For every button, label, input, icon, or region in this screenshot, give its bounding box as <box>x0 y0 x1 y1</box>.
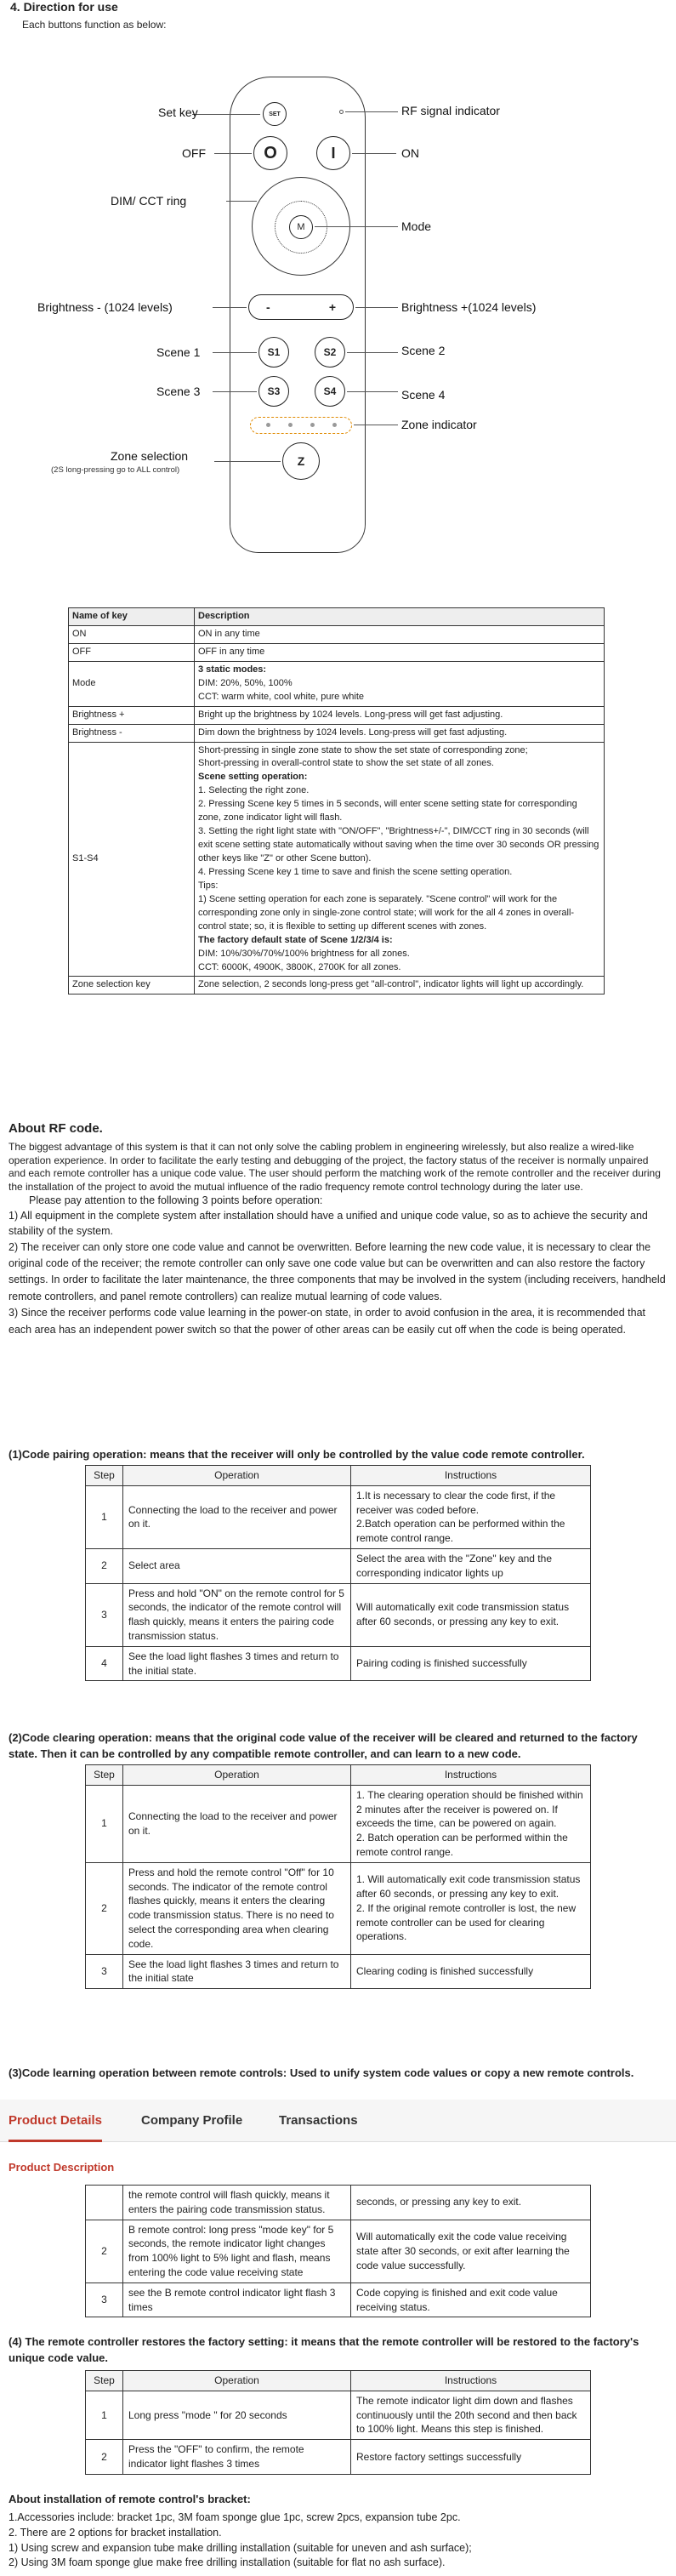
leader-line <box>315 226 398 227</box>
bracket-line: 2) Using 3M foam sponge glue make free drilling installation (suitable for flat no ash surface). <box>9 2556 446 2569</box>
pairing-table <box>85 1465 591 1681</box>
table-row <box>86 2282 591 2317</box>
table-row <box>86 1954 591 1989</box>
leader-line <box>213 391 257 392</box>
ins-cell: Restore factory settings successfully <box>351 2440 591 2475</box>
desc-line: DIM: 20%, 50%, 100% <box>198 677 293 688</box>
desc-line: 3 static modes: <box>198 664 267 675</box>
step-cell: 2 <box>86 2440 123 2475</box>
header-cell: Step <box>86 2371 123 2391</box>
plus-icon: + <box>328 300 336 314</box>
leader-line <box>226 201 257 202</box>
ins-cell: Code copying is finished and exit code value receiving status. <box>351 2282 591 2317</box>
key-name: ON <box>69 625 195 643</box>
step-cell: 3 <box>86 1583 123 1646</box>
about-rf-paragraph: 2) The receiver can only store one code value and cannot be overwritten. Before learning the new code value, it is necessary to clear the original code of the receiver; the remote controller can only save one code value but can be overwritten and can also restore the factory settings. In order to facilitate the later maintenance, the three components that may be involved in the system (including receivers, handheld remote controllers, and panel remote controllers) can realize mutual learning of code values. <box>9 1240 666 1302</box>
step-cell <box>86 2186 123 2220</box>
leader-line <box>345 111 398 112</box>
desc-line: 1) Scene setting operation for each zone is separately. "Scene control" will work for the corresponding zone only in single-zone control state; will work for the all 4 zones in overall-control state; so, it is flexible to setting up different scenes with zones. <box>198 893 575 932</box>
desc-line: Scene setting operation: <box>198 772 308 783</box>
about-rf-heading: About RF code. <box>9 1121 103 1136</box>
brightness-rocker-graphic <box>248 294 354 320</box>
leader-line <box>355 307 398 308</box>
bracket-line: 2. There are 2 options for bracket installation. <box>9 2526 222 2539</box>
ins-cell: Will automatically exit code transmission status after 60 seconds, or pressing any key to exit. <box>351 1583 591 1646</box>
header-cell: Step <box>86 1466 123 1486</box>
ins-cell: Will automatically exit the code value receiving state after 30 seconds, or exit after learning the code value successfully. <box>351 2220 591 2282</box>
step-cell: 3 <box>86 2282 123 2317</box>
desc-line: CCT: 6000K, 4900K, 3800K, 2700K for all zones. <box>198 961 401 972</box>
zone-led-icon <box>310 423 315 427</box>
step-cell: 2 <box>86 2220 123 2282</box>
leader-line <box>214 153 252 154</box>
leader-line <box>213 352 257 353</box>
zone-button-graphic: Z <box>282 442 320 480</box>
leader-line <box>192 114 260 115</box>
table-row <box>69 724 605 742</box>
key-desc: OFF in any time <box>195 643 605 661</box>
product-tabs-bar <box>0 2100 676 2142</box>
label-zone-selection: Zone selection <box>111 449 189 463</box>
table-row <box>86 2391 591 2439</box>
key-name: Zone selection key <box>69 977 195 994</box>
header-cell: Operation <box>123 2371 351 2391</box>
about-rf-paragraph: The biggest advantage of this system is that it can not only solve the cabling problem in engineering wirelessly, but also realize a wired-like operation experience. In order to facilitate the early testing and debugging of the project, the factory status of the receiver is normally unpaired and each remote controller has a unique code value. The user should perform the matching work of the remote controller and the receiver during the installation of the project to avoid the mutual influence of the radio frequency remote control technology during the later use. <box>9 1141 661 1193</box>
header-cell: Operation <box>123 1466 351 1486</box>
header-cell: Operation <box>123 1765 351 1786</box>
table-row <box>86 1583 591 1646</box>
scene4-button-graphic: S4 <box>315 376 345 407</box>
op-cell: See the load light flashes 3 times and return to the initial state. <box>123 1646 351 1681</box>
sec1-heading: (1)Code pairing operation: means that the receiver will only be controlled by the value code remote controller. <box>9 1448 585 1461</box>
zone-led-icon <box>266 423 270 427</box>
sec2-heading: (2)Code clearing operation: means that the original code value of the receiver will be cleared and returned to the factory state. Then it can be controlled by any compatible remote controller, and can learn to a new code. <box>9 1731 638 1760</box>
bracket-line: 1.Accessories include: bracket 1pc, 3M foam sponge glue 1pc, screw 2pcs, expansion tube 2pc. <box>9 2511 461 2523</box>
label-scene4: Scene 4 <box>401 388 446 402</box>
scene3-button-graphic: S3 <box>258 376 289 407</box>
op-cell: Press and hold the remote control "Off" for 10 seconds. The indicator of the remote control flashes quickly, means it enters the clearing code transmission status. There is no need to select the corresponding area when clearing code. <box>123 1862 351 1954</box>
ins-cell: seconds, or pressing any key to exit. <box>351 2186 591 2220</box>
table-header-row <box>86 2371 591 2391</box>
key-desc: Bright up the brightness by 1024 levels. Long-press will get fast adjusting. <box>195 706 605 724</box>
label-brightness-plus: Brightness +(1024 levels) <box>401 300 537 314</box>
op-cell: Press the "OFF" to confirm, the remote indicator light flashes 3 times <box>123 2440 351 2475</box>
op-cell: Connecting the load to the receiver and power on it. <box>123 1785 351 1862</box>
header-cell: Instructions <box>351 2371 591 2391</box>
header-cell: Step <box>86 1765 123 1786</box>
op-cell: See the load light flashes 3 times and return to the initial state <box>123 1954 351 1989</box>
tab-company-profile[interactable]: Company Profile <box>141 2113 243 2128</box>
desc-line: The factory default state of Scene 1/2/3/4 is: <box>198 934 393 945</box>
set-button-graphic: SET <box>263 102 287 126</box>
factory-reset-table <box>85 2370 591 2475</box>
tab-product-details[interactable]: Product Details <box>9 2100 102 2142</box>
table-header-row <box>86 1466 591 1486</box>
op-cell: see the B remote control indicator light flash 3 times <box>123 2282 351 2317</box>
desc-line: 3. Setting the right light state with "ON/OFF", "Brightness+/-", DIM/CCT ring in 30 seconds (will exit scene setting state automatically without saving when the time over 30 seconds OR pressing other keys like "Z" or other Scene button). <box>198 826 599 863</box>
step-cell: 1 <box>86 1485 123 1548</box>
step-cell: 2 <box>86 1548 123 1583</box>
zone-led-icon <box>332 423 337 427</box>
leader-line <box>352 153 396 154</box>
about-rf-section <box>9 1121 667 1338</box>
desc-line: Tips: <box>198 880 219 891</box>
table-row <box>86 2186 591 2220</box>
desc-line: DIM: 10%/30%/70%/100% brightness for all zones. <box>198 948 410 959</box>
direction-subheading: Each buttons function as below: <box>22 19 167 31</box>
desc-line: Short-pressing in single zone state to show the set state of corresponding zone; <box>198 744 528 755</box>
label-zone-note: (2S long-pressing go to ALL control) <box>51 465 180 475</box>
bracket-section <box>9 2493 667 2571</box>
label-set-key: Set key <box>158 105 198 119</box>
table-row <box>69 643 605 661</box>
tab-transactions[interactable]: Transactions <box>279 2113 358 2128</box>
desc-line: 4. Pressing Scene key 1 time to save and finish the scene setting operation. <box>198 866 513 877</box>
table-row <box>69 742 605 977</box>
bracket-line: 1) Using screw and expansion tube make drilling installation (suitable for uneven and ash surface); <box>9 2541 472 2554</box>
leader-line <box>347 391 398 392</box>
label-scene1: Scene 1 <box>156 345 201 359</box>
label-brightness-minus: Brightness - (1024 levels) <box>37 300 173 314</box>
table-row <box>69 625 605 643</box>
key-name: Mode <box>69 661 195 706</box>
label-mode: Mode <box>401 219 432 233</box>
step-cell: 4 <box>86 1646 123 1681</box>
key-desc <box>195 742 605 977</box>
table-row <box>86 1646 591 1681</box>
ins-cell: Select the area with the "Zone" key and the corresponding indicator lights up <box>351 1548 591 1583</box>
key-desc: ON in any time <box>195 625 605 643</box>
table-row <box>69 977 605 994</box>
step-cell: 2 <box>86 1862 123 1954</box>
label-ring: DIM/ CCT ring <box>111 194 187 208</box>
label-off: OFF <box>182 146 206 160</box>
scene2-button-graphic: S2 <box>315 337 345 368</box>
op-cell: Press and hold "ON" on the remote control for 5 seconds, the indicator of the remote control will flash quickly, means it enters the pairing code transmission status. <box>123 1583 351 1646</box>
key-name: Brightness - <box>69 724 195 742</box>
header-cell: Instructions <box>351 1466 591 1486</box>
on-button-graphic: I <box>316 136 350 170</box>
key-name: Brightness + <box>69 706 195 724</box>
table-row <box>86 1548 591 1583</box>
table-row <box>86 1862 591 1954</box>
table-header-row <box>69 608 605 626</box>
ins-cell: The remote indicator light dim down and flashes continuously until the 20th second and then back to 100% light. Means this step is finished. <box>351 2391 591 2439</box>
step-cell: 3 <box>86 1954 123 1989</box>
table-row <box>69 661 605 706</box>
leader-line <box>214 461 281 462</box>
bracket-heading: About installation of remote control's bracket: <box>9 2493 251 2505</box>
table-row <box>86 2440 591 2475</box>
label-rf-indicator: RF signal indicator <box>401 104 500 117</box>
direction-heading: 4. Direction for use <box>10 0 118 14</box>
header-cell: Instructions <box>351 1765 591 1786</box>
table-row <box>86 1485 591 1548</box>
learning-table <box>85 2185 591 2317</box>
op-cell: Connecting the load to the receiver and power on it. <box>123 1485 351 1548</box>
zone-led-icon <box>288 423 293 427</box>
leader-line <box>213 307 247 308</box>
label-on: ON <box>401 146 419 160</box>
key-name: OFF <box>69 643 195 661</box>
about-rf-paragraph: 3) Since the receiver performs code value learning in the power-on state, in order to avoid confusion in the area, it is recommended that each area has an independent power switch so that the power of other areas can be easily cut off when the code is being operated. <box>9 1307 646 1336</box>
ins-cell: 1.It is necessary to clear the code first, if the receiver was coded before. 2.Batch operation can be performed within the remote control range. <box>351 1485 591 1548</box>
label-zone-indicator: Zone indicator <box>401 418 477 431</box>
desc-line: Short-pressing in overall-control state to show the set state of all zones. <box>198 758 494 769</box>
desc-line: 2. Pressing Scene key 5 times in 5 seconds, will enter scene setting state for corresponding zone, zone indicator light will flash. <box>198 799 577 824</box>
rf-led-icon <box>339 110 344 114</box>
header-cell: Description <box>195 608 605 626</box>
header-cell: Name of key <box>69 608 195 626</box>
mode-button-graphic: M <box>289 215 313 239</box>
about-rf-paragraph: 1) All equipment in the complete system after installation should have a unified and unique code value, so as to achieve the security and stability of the system. <box>9 1210 648 1237</box>
table-row <box>86 1785 591 1862</box>
label-scene3: Scene 3 <box>156 385 201 398</box>
key-desc: Zone selection, 2 seconds long-press get "all-control", indicator lights will light up accordingly. <box>195 977 605 994</box>
clearing-table <box>85 1764 591 1989</box>
op-cell: Select area <box>123 1548 351 1583</box>
ins-cell: 1. The clearing operation should be finished within 2 minutes after the receiver is powered on. If exceeds the time, can be powered on again. 2. Batch operation can be performed within the remote control range. <box>351 1785 591 1862</box>
off-button-graphic: O <box>253 136 287 170</box>
key-description-table <box>68 607 605 994</box>
op-cell: the remote control will flash quickly, means it enters the pairing code transmission status. <box>123 2186 351 2220</box>
label-scene2: Scene 2 <box>401 344 446 357</box>
desc-line: CCT: warm white, cool white, pure white <box>198 691 365 702</box>
table-row <box>69 706 605 724</box>
step-cell: 1 <box>86 1785 123 1862</box>
key-desc: Dim down the brightness by 1024 levels. Long-press will get fast adjusting. <box>195 724 605 742</box>
key-name: S1-S4 <box>69 742 195 977</box>
ins-cell: Pairing coding is finished successfully <box>351 1646 591 1681</box>
key-desc <box>195 661 605 706</box>
desc-line: 1. Selecting the right zone. <box>198 785 310 796</box>
scene1-button-graphic: S1 <box>258 337 289 368</box>
op-cell: Long press "mode " for 20 seconds <box>123 2391 351 2439</box>
zone-indicator-graphic <box>250 417 352 434</box>
ins-cell: 1. Will automatically exit code transmission status after 60 seconds, or pressing any key to exit. 2. If the original remote controller is lost, the new remote controller can be used for clearing operations. <box>351 1862 591 1954</box>
product-description-title: Product Description <box>9 2161 115 2174</box>
leader-line <box>347 352 398 353</box>
about-rf-paragraph: Please pay attention to the following 3 points before operation: <box>29 1194 323 1207</box>
op-cell: B remote control: long press "mode key" for 5 seconds, the remote indicator light changes from 100% light to 5% light and flash, means entering the code value receiving state <box>123 2220 351 2282</box>
minus-icon: - <box>266 300 270 314</box>
table-row <box>86 2220 591 2282</box>
sec4-heading: (4) The remote controller restores the factory setting: it means that the remote controller will be restored to the factory's unique code value. <box>9 2335 639 2364</box>
step-cell: 1 <box>86 2391 123 2439</box>
sec3-heading: (3)Code learning operation between remote controls: Used to unify system code values or copy a new remote controls. <box>9 2066 634 2079</box>
ins-cell: Clearing coding is finished successfully <box>351 1954 591 1989</box>
table-header-row <box>86 1765 591 1786</box>
